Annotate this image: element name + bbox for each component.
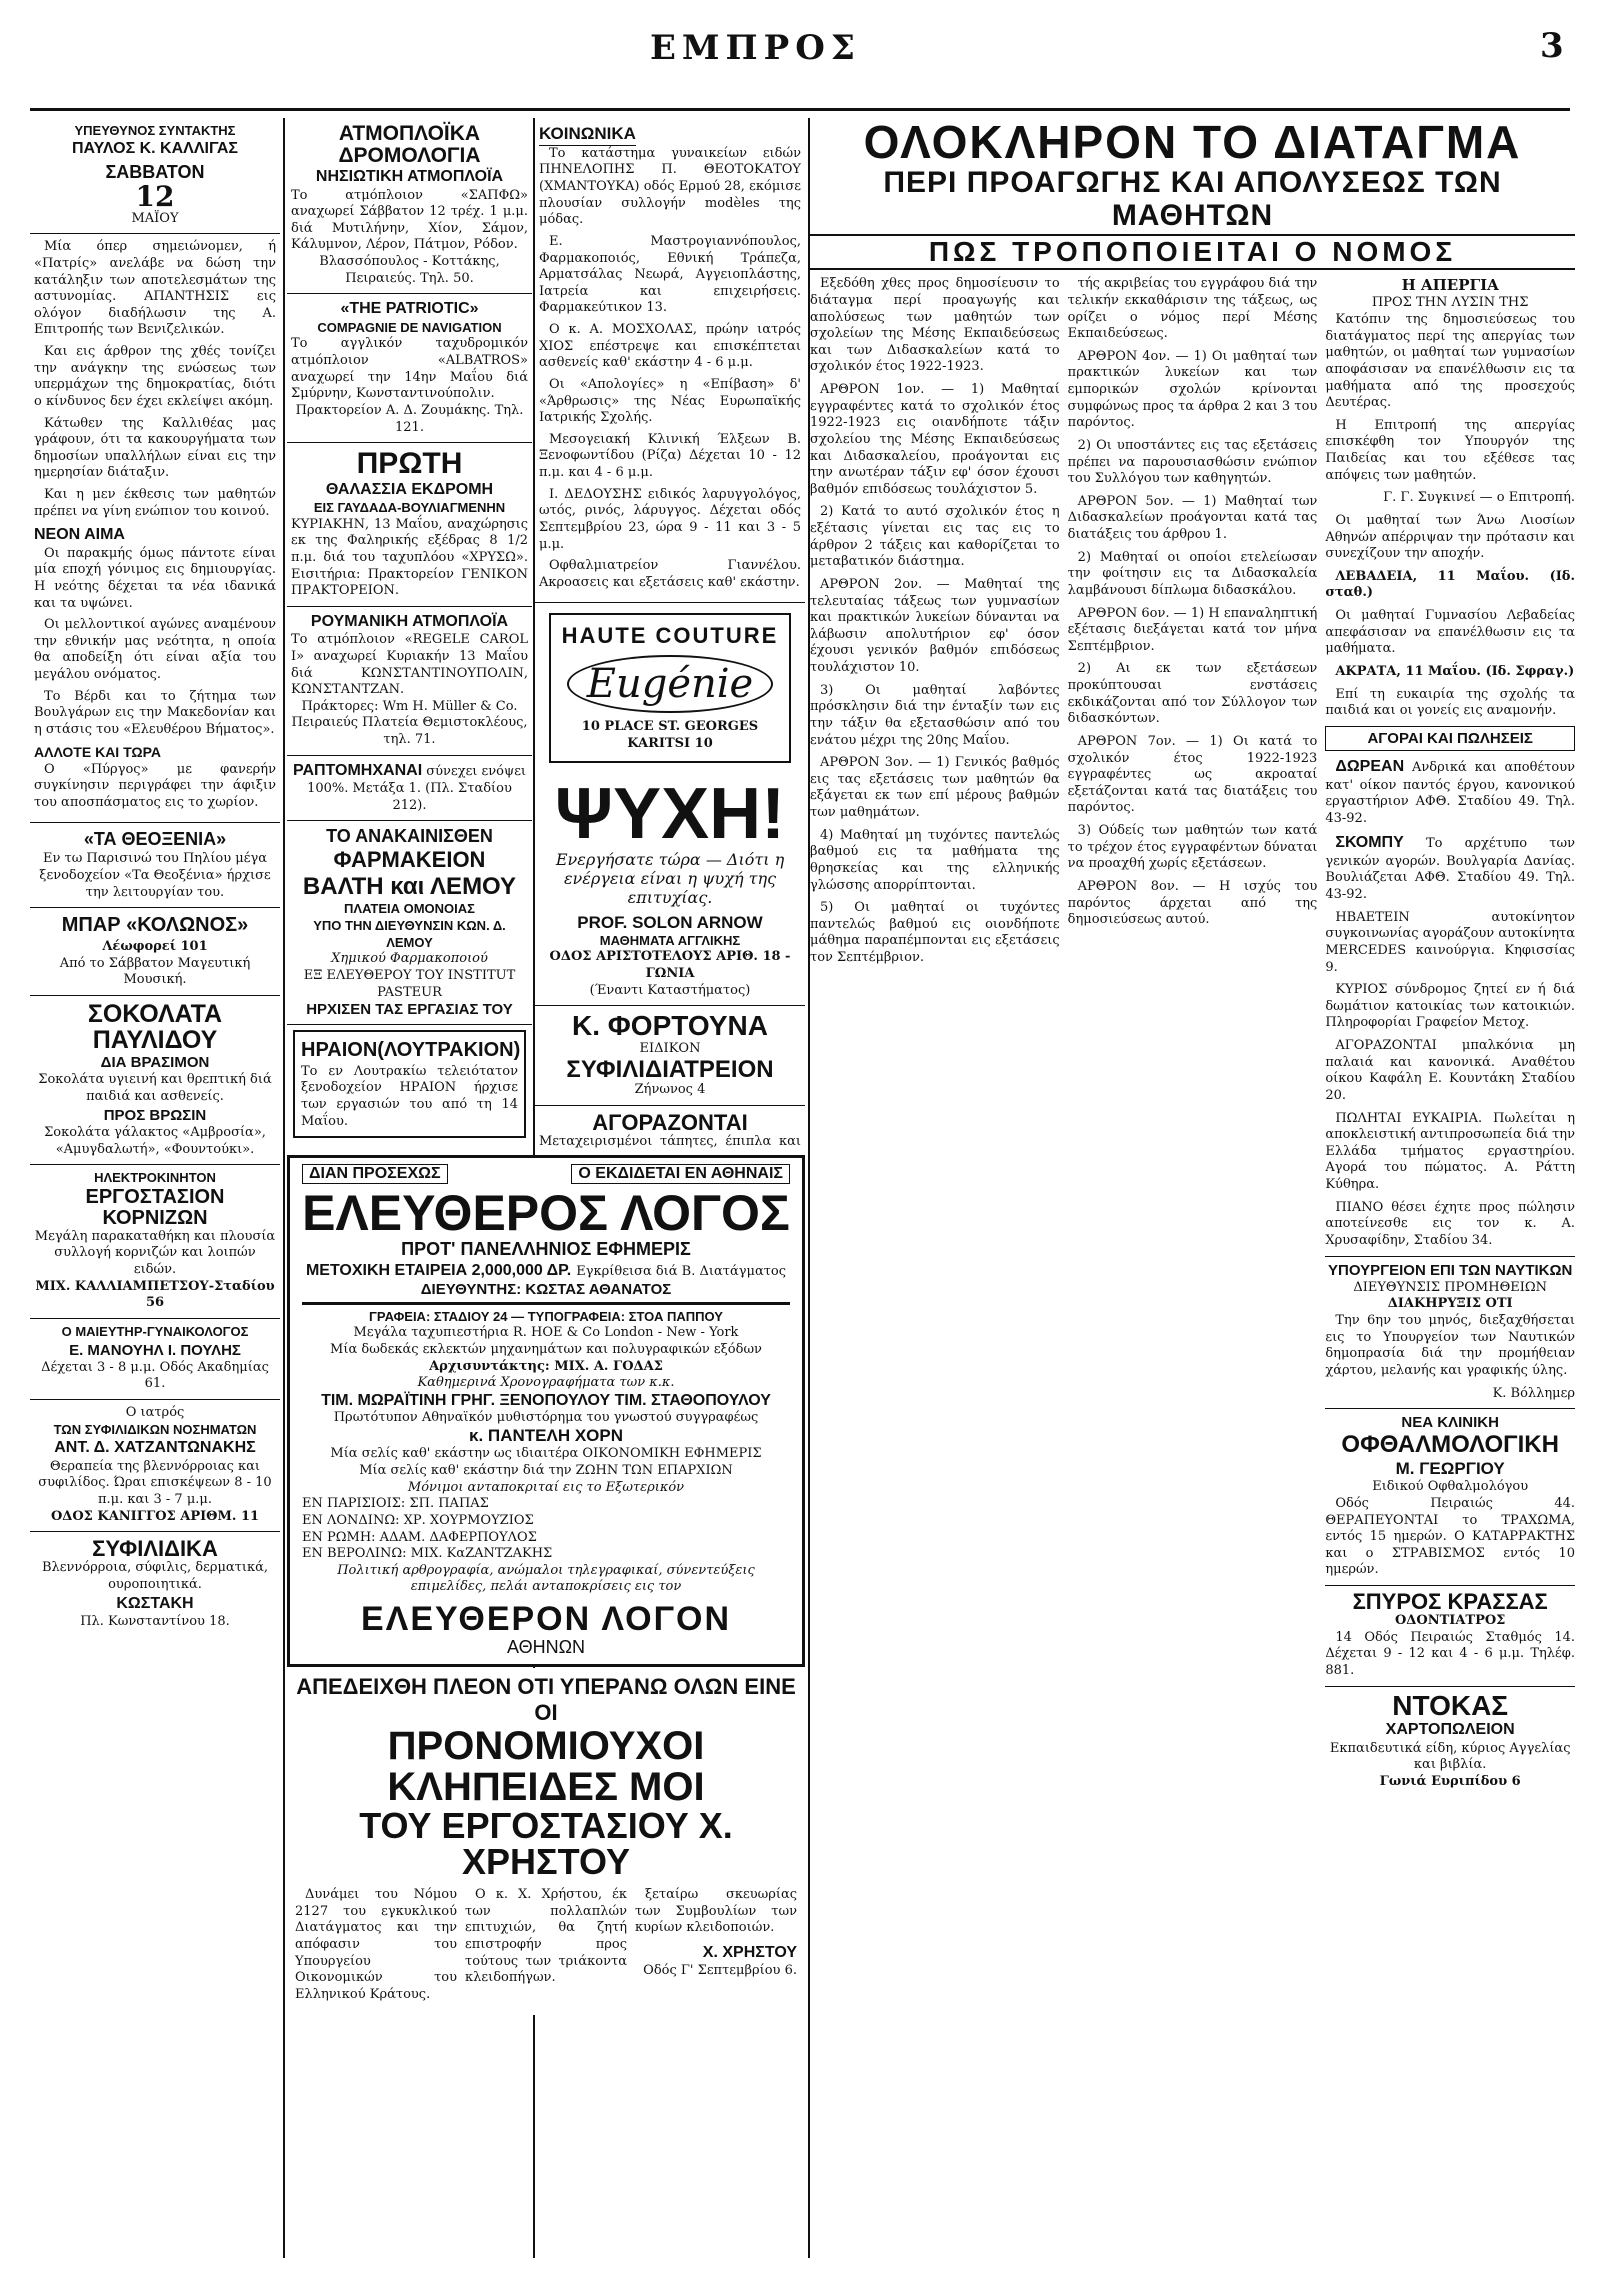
ad-text: Ο κ. Χ. Χρήστου, έκ των πολλαπλών επιτυχιών, θα ζητή επιστροφήν προς τούτους των τριάκοντα κλειδοπήγων. <box>465 1887 627 1986</box>
social-paragraph: Οφθαλμιατρείον Γιαννέλου. Ακροασεις και εξετάσεις καθ' εκάστην. <box>539 558 801 590</box>
ad-title: ΡΟΥΜΑΝΙΚΗ ΑΤΜΟΠΛΟΪΑ <box>310 612 509 630</box>
editorial-paragraph: Οι μελλοντικοί αγώνες αναμένουν την εθνικήν μας νεότητα, η οποία θα αποδείξη ότι είναι αξία του μεγάλου ονόματος. <box>34 617 276 683</box>
ad-text: Εκπαιδευτικά είδη, κύριος Αγγελίας και βιβλία. <box>1329 1740 1571 1773</box>
ad-title: «THE PATRIOTIC» <box>340 300 479 318</box>
notice-title: ΥΠΟΥΡΓΕΙΟΝ ΕΠΙ ΤΩΝ ΝΑΥΤΙΚΩΝ <box>1327 1261 1573 1279</box>
day-name: ΣΑΒΒΑΤΟΝ <box>105 161 205 182</box>
romanian-ad <box>287 607 532 756</box>
article-paragraph: ΑΡΘΡΟΝ 7ον. — 1) Οι κατά το σχολικόν έτος 1922-1923 εγγραφέντες ως ακροαταί εξετάζονται κατά τας διατάξεις του παρόντος. <box>1067 733 1318 816</box>
ad-text: Εν τω Παρισινώ του Πηλίου μέγα ξενοδοχείον «Τα Θεοξένια» ήρχισε την λειτουργίαν του. <box>39 851 271 900</box>
article-column <box>1325 276 1575 1790</box>
ad-title: ΑΤΜΟΠΛΟΪΚΑ ΔΡΟΜΟΛΟΓΙΑ <box>338 122 481 168</box>
gynecologist-ad <box>30 1319 280 1400</box>
ad-title: ΑΠΕΔΕΙΧΘΗ ΠΛΕΟΝ ΟΤΙ ΥΠΕΡΑΝΩ ΟΛΩΝ ΕΙΝΕ ΟΙ <box>296 1674 796 1725</box>
market-text: ΑΓΟΡΑΖΟΝΤΑΙ μπαλκόνια μη παλαιά και κανονικά. Αναθέτου οίκου Καφάλη Ε. Κουντάκη Σταδίου 20. <box>1325 1038 1575 1103</box>
social-paragraph: Ο κ. Α. ΜΟΣΧΟΛΑΣ, πρώην ιατρός ΧΙΟΣ επέστρεψε και επισκέπτεται ασθενείς καθ' εκάστην 4 - 6 μ.μ. <box>539 322 801 371</box>
ad-text: Μεγάλη παρακαταθήκη και πλουσία συλλογή κορνιζών και λοιπών ειδών. <box>34 1228 276 1277</box>
klipeides-ad <box>287 1668 805 2015</box>
notice-subtitle: ΔΙΑΚΗΡΥΞΙΣ ΟΤΙ <box>1387 1296 1513 1312</box>
market-text: ΠΩΛΗΤΑΙ ΕΥΚΑΙΡΙΑ. Πωλείται η αποκλειστική αντιπροσωπεία διά την Ελλάδα τμήματος εργαστηρίου. Αγορά του πώματος. Α. Ράττη Κύθηρα. <box>1325 1110 1575 1193</box>
section-subheading: ΠΡΟΣ ΤΗΝ ΛΥΣΙΝ ΤΗΣ <box>1371 295 1529 311</box>
ad-text: Μεγάλα ταχυπιεστήρια R. HOE & Co London - New - York <box>353 1325 739 1341</box>
ad-address: ΟΔΟΣ ΚΑΝΙΓΓΟΣ ΑΡΙΘΜ. 11 <box>50 1508 260 1524</box>
ad-title: ΑΓΟΡΑΖΟΝΤΑΙ <box>592 1109 748 1135</box>
stationery-ad <box>1325 1686 1575 1791</box>
social-paragraph: Ι. ΔΕΔΟΥΣΗΣ ειδικός λαρυγγολόγος, ωτός, ρινός, λάρυγγος. Δέχεται οδός Σεπτεμβρίου 23, ώρα 9 - 11 και 3 - 5 μ.μ. <box>539 486 801 552</box>
ad-text: επιμελίδες, πελάι ανταποκρίσεις εις τον <box>410 1579 682 1595</box>
article-column <box>810 276 1060 1790</box>
ad-note: (Έναντι Καταστήματος) <box>589 982 751 998</box>
article-signature: Γ. Γ. Συγκινεί — ο Επιτροπή. <box>1383 490 1575 506</box>
sewing-machines-ad <box>287 756 532 822</box>
ad-text: κ. ΠΑΝΤΕΛΗ ΧΟΡΝ <box>469 1426 623 1446</box>
ad-title: ΣΟΚΟΛΑΤΑ ΠΑΥΛΙΔΟΥ <box>87 999 223 1054</box>
market-label: ΔΩΡΕΑΝ <box>1335 758 1405 776</box>
article-paragraph: ΑΡΘΡΟΝ 1ον. — 1) Μαθηταί εγγραφέντες κατά το σχολικόν έτος 1922-1923 εις οιανδήποτε τάξιν σχολείου της Μέσης Εκπαιδεύσεως και Διδασκαλείου, προάγονται εις την ανωτέραν τάξιν εφ' όσον έχουσι βαθμόν επιδόσεως τουλάχιστον 5. <box>810 382 1060 497</box>
column-1 <box>30 118 280 2258</box>
article-paragraph: ΑΡΘΡΟΝ 5ον. — 1) Μαθηταί των Διδασκαλείων προάγονται κατά τας διατάξεις του άρθρου 1. <box>1067 493 1318 543</box>
ad-name: ΒΑΛΤΗ και ΛΕΜΟΥ <box>302 873 517 901</box>
article-paragraph: Επί τη ευκαιρία της σχολής τα παιδιά και οι γονείς εις αναμονήν. <box>1325 686 1575 719</box>
dermatologist-ad <box>30 1400 280 1532</box>
haute-couture-ad <box>549 613 791 762</box>
ad-subtitle: ΔΙΑ ΒΡΑΣΙΜΟΝ <box>100 1054 210 1072</box>
ad-address: Γωνιά Ευριπίδου 6 <box>1379 1773 1521 1789</box>
ad-text: Μία δωδεκάς εκλεκτών μηχανημάτων και πολυγραφικών εξόδων <box>330 1341 762 1357</box>
ad-address: Πλ. Κωνσταντίνου 18. <box>80 1613 230 1629</box>
column-4 <box>810 118 1575 2258</box>
ad-text: ξεταίρω σκευωρίας των Συμβουλίων των κυρίων κλειδοποιών. <box>635 1887 797 1936</box>
ad-text: Σοκολάτα υγιεινή και θρεπτική διά παιδιά και ασθενείς. <box>38 1072 272 1105</box>
ad-title: «ΤΑ ΘΕΟΞΕΝΙΑ» <box>83 829 227 850</box>
ad-subtitle: ΧΑΡΤΟΠΩΛΕΙΟΝ <box>1385 1721 1515 1739</box>
ad-title: ΕΡΓΟΣΤΑΣΙΟΝ ΚΟΡΝΙΖΩΝ <box>85 1185 225 1229</box>
editorial-paragraph: Οι παρακμής όμως πάντοτε είναι μία εποχή γόνιμος εις δημιουργίας. Η νεότης δέχεται τα νέα ιδανικά και τα υψώνει. <box>34 545 276 611</box>
dentist-ad <box>1325 1585 1575 1680</box>
article-paragraph: 3) Ούδείς των μαθητών των κατά το τρέχον έτος εγγραφέντων δύναται να προαχθή χωρίς εξετάσεων. <box>1067 823 1318 872</box>
ad-title: ΗΡΑΙΟΝ(ΛΟΥΤΡΑΚΙΟΝ) <box>301 1039 521 1062</box>
ad-text: Μία σελίς καθ' εκάστην ως ιδιαιτέρα ΟΙΚΟΝΟΜΙΚΗ ΕΦΗΜΕΡΙΣ <box>330 1446 762 1462</box>
psyche-ad <box>535 773 805 1007</box>
ad-title: ΣΥΦΙΛΙΔΙΚΑ <box>92 1536 218 1562</box>
ad-director: ΔΙΕΥΘΥΝΤΗΣ: ΚΩΣΤΑΣ ΑΘΑΝΑΤΟΣ <box>420 1280 672 1298</box>
ad-topline <box>302 1164 790 1184</box>
ad-text: Δέχεται 3 - 8 μ.μ. Οδός Ακαδημίας 61. <box>41 1359 269 1392</box>
page-header <box>0 8 1600 118</box>
social-paragraph: Ε. Μαστρογιαννόπουλος, Φαρμακοποιός, Εθνική Τράπεζα, Αρματσάλας Νεωρά, Αγγειοπλάστης, Ιατρεία και επιχειρήσεις. Φαρμακεύτικον 13. <box>539 233 801 316</box>
ad-company: ΜΕΤΟΧΙΚΗ ΕΤΑΙΡΕΙΑ 2,000,000 ΔΡ. <box>305 1262 572 1279</box>
eleftheros-logos-ad <box>287 1155 805 1667</box>
article-column <box>1068 276 1318 1790</box>
ad-text: Σοκολάτα γάλακτος «Αμβροσία», «Αμυγδαλωτή», «Φουντούκι». <box>44 1124 266 1157</box>
ad-subtitle: ΕΙΔΙΚΟΝ <box>639 1040 701 1056</box>
ad-text: ΕΞ ΕΛΕΥΘΕΡΟΥ ΤΟΥ INSTITUT PASTEUR <box>303 967 516 1000</box>
editorial-paragraph: Και η μεν έκθεσις των μαθητών πρέπει να γίνη ενώπιον του κοινού. <box>34 487 276 519</box>
market-label: ΣΚΟΜΠΥ <box>1335 834 1404 852</box>
ad-title: ΤΟΥ ΕΡΓΟΣΤΑΣΙΟΥ Χ. ΧΡΗΣΤΟΥ <box>359 1804 733 1883</box>
ad-label: ΗΛΕΚΤΡΟΚΙΝΗΤΟΝ <box>94 1170 216 1186</box>
ad-text: Μεταχειρισμένοι τάπητες, έπιπλα και <box>539 1134 801 1148</box>
article-paragraph: 3) Οι μαθηταί λαβόντες πρόσκλησιν διά την ένταξίν των εις την τάξιν θα εξετασθώσιν από του ενάτου μέχρι της 20ης Μαΐου. <box>810 682 1060 748</box>
page-number: 3 <box>1540 26 1564 66</box>
ad-label: ΝΕΑ ΚΛΙΝΙΚΗ <box>1401 1414 1499 1432</box>
article-paragraph: τής ακριβείας του εγγράφου διά την τελικήν εκκαθάρισιν της τάξεως, ως ορίζει ο νόμος περί Μέσης Εκπαιδεύσεως. <box>1067 276 1318 342</box>
social-column <box>535 118 805 603</box>
ad-text: ΜΑΘΗΜΑΤΑ ΑΓΓΛΙΚΗΣ <box>599 932 741 948</box>
ad-subtitle: COMPAGNIE DE NAVIGATION <box>317 319 502 335</box>
article-title: ΟΛΟΚΛΗΡΟΝ ΤΟ ΔΙΑΤΑΓΜΑ <box>863 118 1522 168</box>
ad-address: Ζήνωνος 4 <box>634 1082 706 1098</box>
ad-text: Το αγγλικόν ταχυδρομικόν ατμόπλοιον «ALBATROS» αναχωρεί την 14ην Μαΐου διά Σμύρνην, Κωνσταντινούπολιν. <box>291 336 528 402</box>
notice-subtitle: ΔΙΕΥΘΥΝΣΙΣ ΠΡΟΜΗΘΕΙΩΝ <box>1353 1279 1548 1295</box>
column-2 <box>287 118 532 1148</box>
ad-title: ΠΡΟΝΟΜΙΟΥΧΟΙ ΚΛΗΠΕΙΔΕΣ ΜΟΙ <box>387 1724 705 1809</box>
market-text: ΠΙΑΝΟ θέσει έχητε προς πώλησιν αποτείνεσθε εις τον κ. Α. Χρυσαφίδην, Σταδίου 34. <box>1325 1199 1575 1248</box>
ad-title: ΤΟ ΑΝΑΚΑΙΝΙΣΘΕΝ <box>326 826 493 847</box>
article-paragraph: 5) Οι μαθηταί οι τυχόντες παντελώς βαθμού εις οιονδήποτε μάθημα παραπέμπονται εις εξετάσεις τον Σεπτέμβριον. <box>810 900 1060 966</box>
article-subtitle: ΠΩΣ ΤΡΟΠΟΠΟΙΕΙΤΑΙ Ο ΝΟΜΟΣ <box>810 234 1575 270</box>
buy-ad <box>535 1106 805 1148</box>
shipping-ad <box>287 118 532 294</box>
ad-management: ΥΠΟ ΤΗΝ ΔΙΕΥΘΥΝΣΙΝ ΚΩΝ. Δ. ΛΕΜΟΥ <box>313 918 506 950</box>
ad-subtitle: ΠΡΟΤ' ΠΑΝΕΛΛΗΝΙΟΣ ΕΦΗΜΕΡΙΣ <box>401 1239 691 1259</box>
patriotic-ad <box>287 294 532 443</box>
section-heading: ΝΕΟΝ ΑΙΜΑ <box>34 526 125 544</box>
article-paragraph: Οι μαθηταί Γυμνασίου Λεβαδείας απεφάσισαν να επανέλθωσιν εις τα μαθήματα. <box>1325 608 1575 657</box>
ad-subtitle: ΝΗΣΙΩΤΙΚΗ ΑΤΜΟΠΛΟΪΑ <box>315 168 504 186</box>
ad-agent: Πρακτορείον Α. Δ. Ζουμάκης. Τηλ. 121. <box>295 402 524 435</box>
article-paragraph: ΑΡΘΡΟΝ 2ον. — Μαθηταί της τελευταίας τάξεως των γυμνασίων και πρακτικών λυκείων δύνανται να λάβωσιν απολυτήριον εφ' όσον έχουσι γενικόν βαθμόν επιδόσεως τουλάχιστον 10. <box>810 576 1060 676</box>
ad-address: ΟΔΟΣ ΑΡΙΣΤΟΤΕΛΟΥΣ ΑΡΙΘ. 18 - ΓΩΝΙΑ <box>549 949 791 981</box>
naval-notice <box>1325 1256 1575 1403</box>
ad-text: Χημικού Φαρμακοποιού <box>331 951 488 967</box>
ad-title: ΠΡΩΤΗ <box>356 447 463 481</box>
brand-logo: Eugénie <box>567 655 773 713</box>
responsible-label: ΥΠΕΥΘΥΝΟΣ ΣΥΝΤΑΚΤΗΣ <box>74 123 236 138</box>
ad-title: ΕΛΕΥΘΕΡΟΣ ΛΟΓΟΣ <box>302 1185 790 1241</box>
section-heading: ΑΓΟΡΑΙ ΚΑΙ ΠΩΛΗΣΕΙΣ <box>1325 726 1575 751</box>
ad-text: Καθημερινά Χρονογραφήματα των κ.κ. <box>417 1375 675 1391</box>
social-paragraph: Μεσογειακή Κλινική Έλξεων Β. Ξενοφωντίδου (Ρίζα) Δέχεται 10 - 12 π.μ. και 4 - 6 μ.μ. <box>539 431 801 480</box>
syphilis-ad <box>30 1532 280 1636</box>
ad-address: 10 PLACE ST. GEORGES KARITSI 10 <box>581 719 759 751</box>
ad-name: Μ. ΓΕΩΡΓΙΟΥ <box>1395 1458 1505 1478</box>
frames-factory-ad <box>30 1165 280 1319</box>
ad-name: PROF. SOLON ARNOW <box>577 912 763 932</box>
article-paragraph: 2) Μαθηταί οι οποίοι ετελείωσαν την φοίτησιν εις τα Διδασκαλεία λαμβάνουσι δίπλωμα διδασκάλου. <box>1067 549 1318 598</box>
ad-title: ΨΥΧΗ! <box>554 773 786 854</box>
notice-text: Την 6ην του μηνός, διεξαχθήσεται εις το Υπουργείον των Ναυτικών δημοπρασία διά την προμήθειαν χάρτου, μελανής και γραφικής ύλης. <box>1325 1313 1575 1378</box>
notice-signature: Κ. Βόλλημερ <box>1492 1385 1575 1401</box>
article-paragraph: Η Επιτροπή της απεργίας επισκέφθη τον Υπουργόν της Παιδείας και του εξέθεσε τας απόψεις των μαθητών. <box>1325 417 1575 483</box>
article-paragraph: 2) Κατά το αυτό σχολικόν έτος η εξέτασις γίνεται εις τας εις το άρθρον 2 τάξεις και καθορίζεται το μεταβατικόν διάστημα. <box>810 504 1060 570</box>
section-heading: ΑΛΛΟΤΕ ΚΑΙ ΤΩΡΑ <box>34 743 162 760</box>
market-text: Ανδρικά και αποθέτουν κατ' οίκον παντός έργου, κανονικού εργαστήριον ΑΦΘ. Σταδίου 49. Τηλ. 43-92. <box>1325 760 1575 826</box>
editorial-paragraph: Ο «Πύργος» με φανερήν συγκίνησιν περιγράφει την άφιξιν του αποσπάσματος εις το χωρίον. <box>34 761 276 810</box>
ad-label: Ο ΕΚΔΙΔΕΤΑΙ ΕΝ ΑΘΗΝΑΙΣ <box>571 1164 790 1184</box>
ad-label: Ο ΜΑΙΕΥΤΗΡ-ΓΥΝΑΙΚΟΛΟΓΟΣ <box>61 1323 249 1339</box>
month: ΜΑΪΟΥ <box>131 210 179 226</box>
ad-address: Οδός Γ' Σεπτεμβρίου 6. <box>643 1963 797 1979</box>
excursion-ad <box>287 443 532 607</box>
ad-title: Ε. ΜΑΝΟΥΗΛ Ι. ΠΟΥΛΗΣ <box>69 1341 241 1359</box>
article-paragraph: Οι μαθηταί των Άνω Λιοσίων Αθηνών απέρριψαν την πρότασιν και συνεχίζουν την αποχήν. <box>1325 512 1575 562</box>
article-paragraph: 2) Αι εκ των εξετάσεων προκύπτουσαι ενστάσεις εκδικάζονται από τον Σύλλογον των διδασκόντων. <box>1067 661 1318 727</box>
ad-subtitle: ΠΡΟΣ ΒΡΩΣΙΝ <box>103 1106 207 1124</box>
ad-text: Το εν Λουτρακίω τελειότατον ξενοδοχείον ΗΡΑΙΟΝ ήρχισε των εργασιών του από τη 14 Μαΐου. <box>301 1063 518 1129</box>
ad-signature: Χ. ΧΡΗΣΤΟΥ <box>702 1943 797 1961</box>
ad-title: ΝΤΟΚΑΣ <box>1392 1689 1509 1721</box>
chocolate-ad <box>30 996 280 1165</box>
article-paragraph: 2) Οι υποστάντες εις τας εξετάσεις πρέπει να παρουσιασθώσιν ενώπιον του Συλλόγου των καθηγητών. <box>1067 437 1318 487</box>
article-dateline: ΑΚΡΑΤΑ, 11 Μαΐου. (Ιδ. Σφραγ.) <box>1335 663 1575 679</box>
editorial-paragraph: Το Βέρδι και το ζήτημα των Βουλγάρων εις την Μακεδονίαν και η στάσις του «Ελευθέρου Βήματος». <box>34 688 276 737</box>
ad-label: Ο ιατρός <box>125 1404 185 1420</box>
ad-text: ΕΝ ΛΟΝΔΙΝΩ: ΧΡ. ΧΟΥΡΜΟΥΖΙΟΣ <box>302 1512 534 1528</box>
ad-text: ΚΥΡΙΑΚΗΝ, 13 Μαΐου, αναχώρησις εκ της Φαληρικής εξέδρας 8 1/2 π.μ. διά του ταχυπλόου «ΧΡΥΣΩ». Εισιτήρια: Πρακτορείον ΓΕΝΙΚΟΝ ΠΡΑΚΤΟΡΕΙΟΝ. <box>291 516 528 599</box>
ad-text: ΕΝ ΡΩΜΗ: ΑΔΑΜ. ΔΑΦΕΡΠΟΥΛΟΣ <box>302 1529 537 1545</box>
decree-article <box>810 276 1575 1790</box>
ad-text: Ενεργήσατε τώρα — Διότι η ενέργεια είναι η ψυχή της επιτυχίας. <box>555 849 785 907</box>
ad-title: ΜΠΑΡ «ΚΟΛΩΝΟΣ» <box>61 914 249 937</box>
ad-text: Πολιτική αρθρογραφία, ανώμαλοι τηλεγραφικαί, σύνεντεύξεις <box>337 1562 755 1578</box>
ad-title: Κ. ΦΟΡΤΟΥΝΑ <box>572 1010 768 1042</box>
heraion-ad <box>293 1030 526 1138</box>
ad-name: ΚΩΣΤΑΚΗ <box>116 1594 194 1612</box>
ad-text: Μία σελίς καθ' εκάστην διά την ΖΩΗΝ ΤΩΝ ΕΠΑΡΧΙΩΝ <box>359 1463 733 1478</box>
article-paragraph: ΑΡΘΡΟΝ 4ον. — 1) Οι μαθηταί των πρακτικών λυκείων και των εμπορικών σχολών κρίνονται συμφώνως προς τα άρθρα 2 και 3 του παρόντος. <box>1067 348 1318 431</box>
ad-text: ΗΡΧΙΣΕΝ ΤΑΣ ΕΡΓΑΣΙΑΣ ΤΟΥ <box>306 1001 513 1019</box>
ad-subtitle: Ειδικού Οφθαλμολόγου <box>1372 1479 1529 1495</box>
ad-text: 14 Οδός Πειραιώς Σταθμός 14. Δέχεται 9 - 12 και 4 - 6 μ.μ. Τηλέφ. 881. <box>1325 1629 1575 1679</box>
theoxenia-ad <box>30 823 280 908</box>
ad-place: ΠΛΑΤΕΙΑ ΟΜΟΝΟΙΑΣ <box>344 901 475 917</box>
masthead-info <box>30 118 280 234</box>
ad-agent: Πράκτορες: Wm H. Müller & Co. Πειραιεύς Πλατεία Θεμιστοκλέους, τηλ. 71. <box>291 698 528 748</box>
ad-title: ΟΦΘΑΛΜΟΛΟΓΙΚΗ <box>1341 1431 1559 1459</box>
ad-subtitle: ΟΔΟΝΤΙΑΤΡΟΣ <box>1394 1613 1506 1629</box>
ad-text: ΕΝ ΠΑΡΙΣΙΟΙΣ: ΣΠ. ΠΑΠΑΣ <box>302 1496 489 1512</box>
editorial-paragraph: Κάτωθεν της Καλλιθέας μας γράφουν, ότι τα κακουργήματα των δημοσίων υπαλλήλων είναι εις την ημερησίαν διάταξιν. <box>34 415 276 481</box>
fortouna-ad <box>535 1006 805 1106</box>
header-rule <box>30 108 1570 111</box>
bar-ad <box>30 908 280 995</box>
ad-address: ΜΙΧ. ΚΑΛΛΙΑΜΠΕΤΣΟΥ-Σταδίου 56 <box>35 1278 275 1311</box>
social-paragraph: Το κατάστημα γυναικείων ειδών ΠΗΝΕΛΟΠΗΣ Π. ΘΕΟΤΟΚΑΤΟΥ (ΧΜΑΝΤΟΥΚΑ) οδός Ερμού 28, εκόμισε πλουσίαν συλλογήν modèles της μόδας. <box>539 145 801 228</box>
ad-text: Θεραπεία της βλεννόρροιας και συφιλίδος. Ώραι επισκέψεων 8 - 10 π.μ. και 3 - 7 μ.μ. <box>38 1458 272 1507</box>
market-text: ΚΥΡΙΟΣ σύνδρομος ζητεί εν ή διά δωμάτιον κατοικίας των κατοικιών. Πληροφορίαι Γραφείον Μετοχ. <box>1325 982 1575 1031</box>
ad-text: σύνεχει ενόψει 100%. Μετάξα 1. (Πλ. Σταδίου 212). <box>307 763 527 813</box>
ad-body <box>295 1887 797 2009</box>
editorial-paragraph: Και εις άρθρον της χθές τονίζει την ανάγκην της ενώσεως των υπερμάχων της δημοκρατίας, διότι ο κίνδυνος δεν έχει εκλείψει ακόμη. <box>34 344 276 409</box>
market-text: Το αρχέτυπο των γενικών αγορών. Βουλγαρία Δανίας. Βουλιάζεται ΑΦΘ. Σταδίου 49. Τηλ. 43-92. <box>1325 836 1575 903</box>
article-subtitle: ΠΕΡΙ ΠΡΟΑΓΩΓΗΣ ΚΑΙ ΑΠΟΛΥΣΕΩΣ ΤΩΝ ΜΑΘΗΤΩΝ <box>883 166 1502 233</box>
ad-title: ΑΝΤ. Δ. ΧΑΤΖΑΝΤΩΝΑΚΗΣ <box>54 1439 256 1457</box>
ad-text: Το ατμόπλοιον «REGELE CAROL I» αναχωρεί Κυριακήν 13 Μαΐου διά ΚΩΝΣΤΑΝΤΙΝΟΥΠΟΛΙΝ, ΚΩΝΣΤΑΝΤΖΑΝ. <box>291 632 528 698</box>
ad-subtitle: ΕΙΣ ΓΑΥΔΑΔΑ-ΒΟΥΛΙΑΓΜΕΝΗΝ <box>313 500 506 516</box>
masthead: ΕΜΠΡΟΣ <box>650 28 861 68</box>
column-divider <box>283 118 285 2258</box>
ad-offices: ΓΡΑΦΕΙΑ: ΣΤΑΔΙΟΥ 24 — ΤΥΠΟΓΡΑΦΕΙΑ: ΣΤΟΑ ΠΑΠΠΟΥ <box>369 1308 723 1324</box>
ad-text: Δυνάμει του Νόμου 2127 του εγκυκλικού Διατάγματος και την απόφασιν του Υπουργείου Οικονομικών του Ελληνικού Κράτους. <box>295 1887 457 2002</box>
ad-text: Από το Σάββατον Μαγευτική Μουσική. <box>59 955 251 988</box>
ad-title: ΡΑΠΤΟΜΗΧΑΝΑΙ <box>292 761 423 779</box>
article-paragraph: Εξεδόθη χθες προς δημοσίευσιν το διάταγμα περί προαγωγής και απολύσεως των μαθητών των σχολείων της Μέσης Εκπαιδεύσεως και των Διδασκαλείων κατά το σχολικόν έτος 1922-1923. <box>810 276 1060 375</box>
editorial-column <box>30 234 280 823</box>
ad-subtitle: ΦΑΡΜΑΚΕΙΟΝ <box>333 847 486 873</box>
ad-writers: ΤΙΜ. ΜΩΡΑΪΤΙΝΗ ΓΡΗΓ. ΞΕΝΟΠΟΥΛΟΥ ΤΙΜ. ΣΤΑΘΟΠΟΥΛΟΥ <box>321 1391 771 1409</box>
ad-title: ΣΥΦΙΛΙΔΙΑΤΡΕΙΟΝ <box>566 1056 774 1084</box>
ad-title: HAUTE COUTURE <box>561 623 779 649</box>
section-heading: ΚΟΙΝΩΝΙΚΑ <box>539 123 636 146</box>
ad-subtitle: ΤΩΝ ΣΥΦΙΛΙΔΙΚΩΝ ΝΟΣΗΜΑΤΩΝ <box>53 1421 257 1437</box>
column-3 <box>535 118 805 1148</box>
ad-text: Πρωτότυπον Αθηναϊκόν μυθιστόρημα του γνωστού συγγραφέως <box>333 1409 759 1425</box>
ad-text: Βλεννόρροια, σύφιλις, δερματικά, ουροποιητικά. <box>41 1560 269 1592</box>
ad-company-note: Εγκρίθεισα διά Β. Διατάγματος <box>576 1264 787 1279</box>
ad-agent: Βλασσόπουλος - Κοττάκης, Πειραιεύς. Τηλ. 50. <box>319 254 500 286</box>
ad-text: Οδός Πειραιώς 44. ΘΕΡΑΠΕΥΟΝΤΑΙ το ΤΡΑΧΩΜΑ, εντός 15 ημερών. Ο ΚΑΤΑΡΡΑΚΤΗΣ και ο ΣΤΡΑΒΙΣΜΟΣ εντός 10 ημερών. <box>1325 1495 1575 1578</box>
article-paragraph: ΑΡΘΡΟΝ 8ον. — Η ισχύς του παρόντος άρχεται από της δημοσιεύσεως αυτού. <box>1067 878 1318 928</box>
ad-address: Λέωφορεί 101 <box>102 938 208 954</box>
article-paragraph: ΑΡΘΡΟΝ 6ον. — 1) Η επαναληπτική εξέτασις διεξάγεται κατά τον μήνα Σεπτέμβριον. <box>1067 605 1318 654</box>
section-heading: Η ΑΠΕΡΓΙΑ <box>1401 276 1499 295</box>
ophthalmology-ad <box>1325 1408 1575 1579</box>
article-dateline: ΛΕΒΑΔΕΙΑ, 11 Μαΐου. (Ιδ. σταθ.) <box>1325 568 1575 601</box>
day-number: 12 <box>135 179 175 213</box>
pharmacy-ad <box>287 821 532 1025</box>
ad-title: ΣΠΥΡΟΣ ΚΡΑΣΣΑΣ <box>1352 1589 1548 1615</box>
ad-label: ΔΙΑΝ ΠΡΟΣΕΧΩΣ <box>302 1164 448 1184</box>
article-paragraph: Κατόπιν της δημοσιεύσεως του διατάγματος περί της απεργίας των μαθητών, οι μαθηταί των γυμνασίων αποφάσισαν να επανέλθωσιν εις τα μαθήματα από της προσεχούς Δευτέρας. <box>1325 312 1575 411</box>
article-paragraph: ΑΡΘΡΟΝ 3ον. — 1) Γενικός βαθμός εις τας εξετάσεις των μαθητών θα εξάγεται εκ των επί μέρους βαθμών των μαθημάτων. <box>810 755 1060 821</box>
ad-text: Μόνιμοι ανταποκριταί εις το Εξωτερικόν <box>407 1479 685 1495</box>
ad-text: Το ατμόπλοιον «ΣΑΠΦΩ» αναχωρεί Σάββατον 12 τρέχ. 1 μ.μ. διά Μυτιλήνην, Χίον, Σάμον, Κάλυμνον, Λέρον, Πάτμον, Ρόδον. <box>291 187 528 253</box>
editorial-paragraph: Μία όπερ σημειώνομεν, ή «Πατρίς» ανελάβε να δώση την κατάληξιν των αποτελεσμάτων της αστυνομίας. ΑΠΑΝΤΗΣΙΣ εις ολόγον διαδήλωσιν της Α. Επιτροπής των Βενιζελικών. <box>34 239 276 338</box>
ad-city: ΑΘΗΝΩΝ <box>506 1636 586 1657</box>
ad-text: ΕΝ ΒΕΡΟΛΙΝΩ: ΜΙΧ. ΚαΖΑΝΤΖΑΚΗΣ <box>302 1546 553 1562</box>
ad-title: ΕΛΕΥΘΕΡΟΝ ΛΟΓΟΝ <box>360 1600 732 1638</box>
ad-text: Αρχισυντάκτης: ΜΙΧ. Α. ΓΟΔΑΣ <box>429 1358 663 1374</box>
article-paragraph: 4) Μαθηταί μη τυχόντες παντελώς βαθμού εις τα μαθήματα της θρησκείας και της ελληνικής γλώσσης απορρίπτονται. <box>810 827 1060 893</box>
responsible-name: ΠΑΥΛΟΣ Κ. ΚΑΛΛΙΓΑΣ <box>72 139 238 157</box>
social-paragraph: Οι «Απολογίες» η «Επίβαση» δ' «Άρθρωσις» της Νέας Ευρωπαϊκής Ιατρικής Σχολής. <box>539 376 801 426</box>
ad-subtitle: ΘΑΛΑΣΣΙΑ ΕΚΔΡΟΜΗ <box>325 480 494 498</box>
market-text: ΗΒΑΕΤΕΙΝ αυτοκίνητον συγκοινωνίας αγοράζουν αυτοκίνητα MERCEDES καινούργια. Κηφισσίας 9. <box>1325 909 1575 975</box>
